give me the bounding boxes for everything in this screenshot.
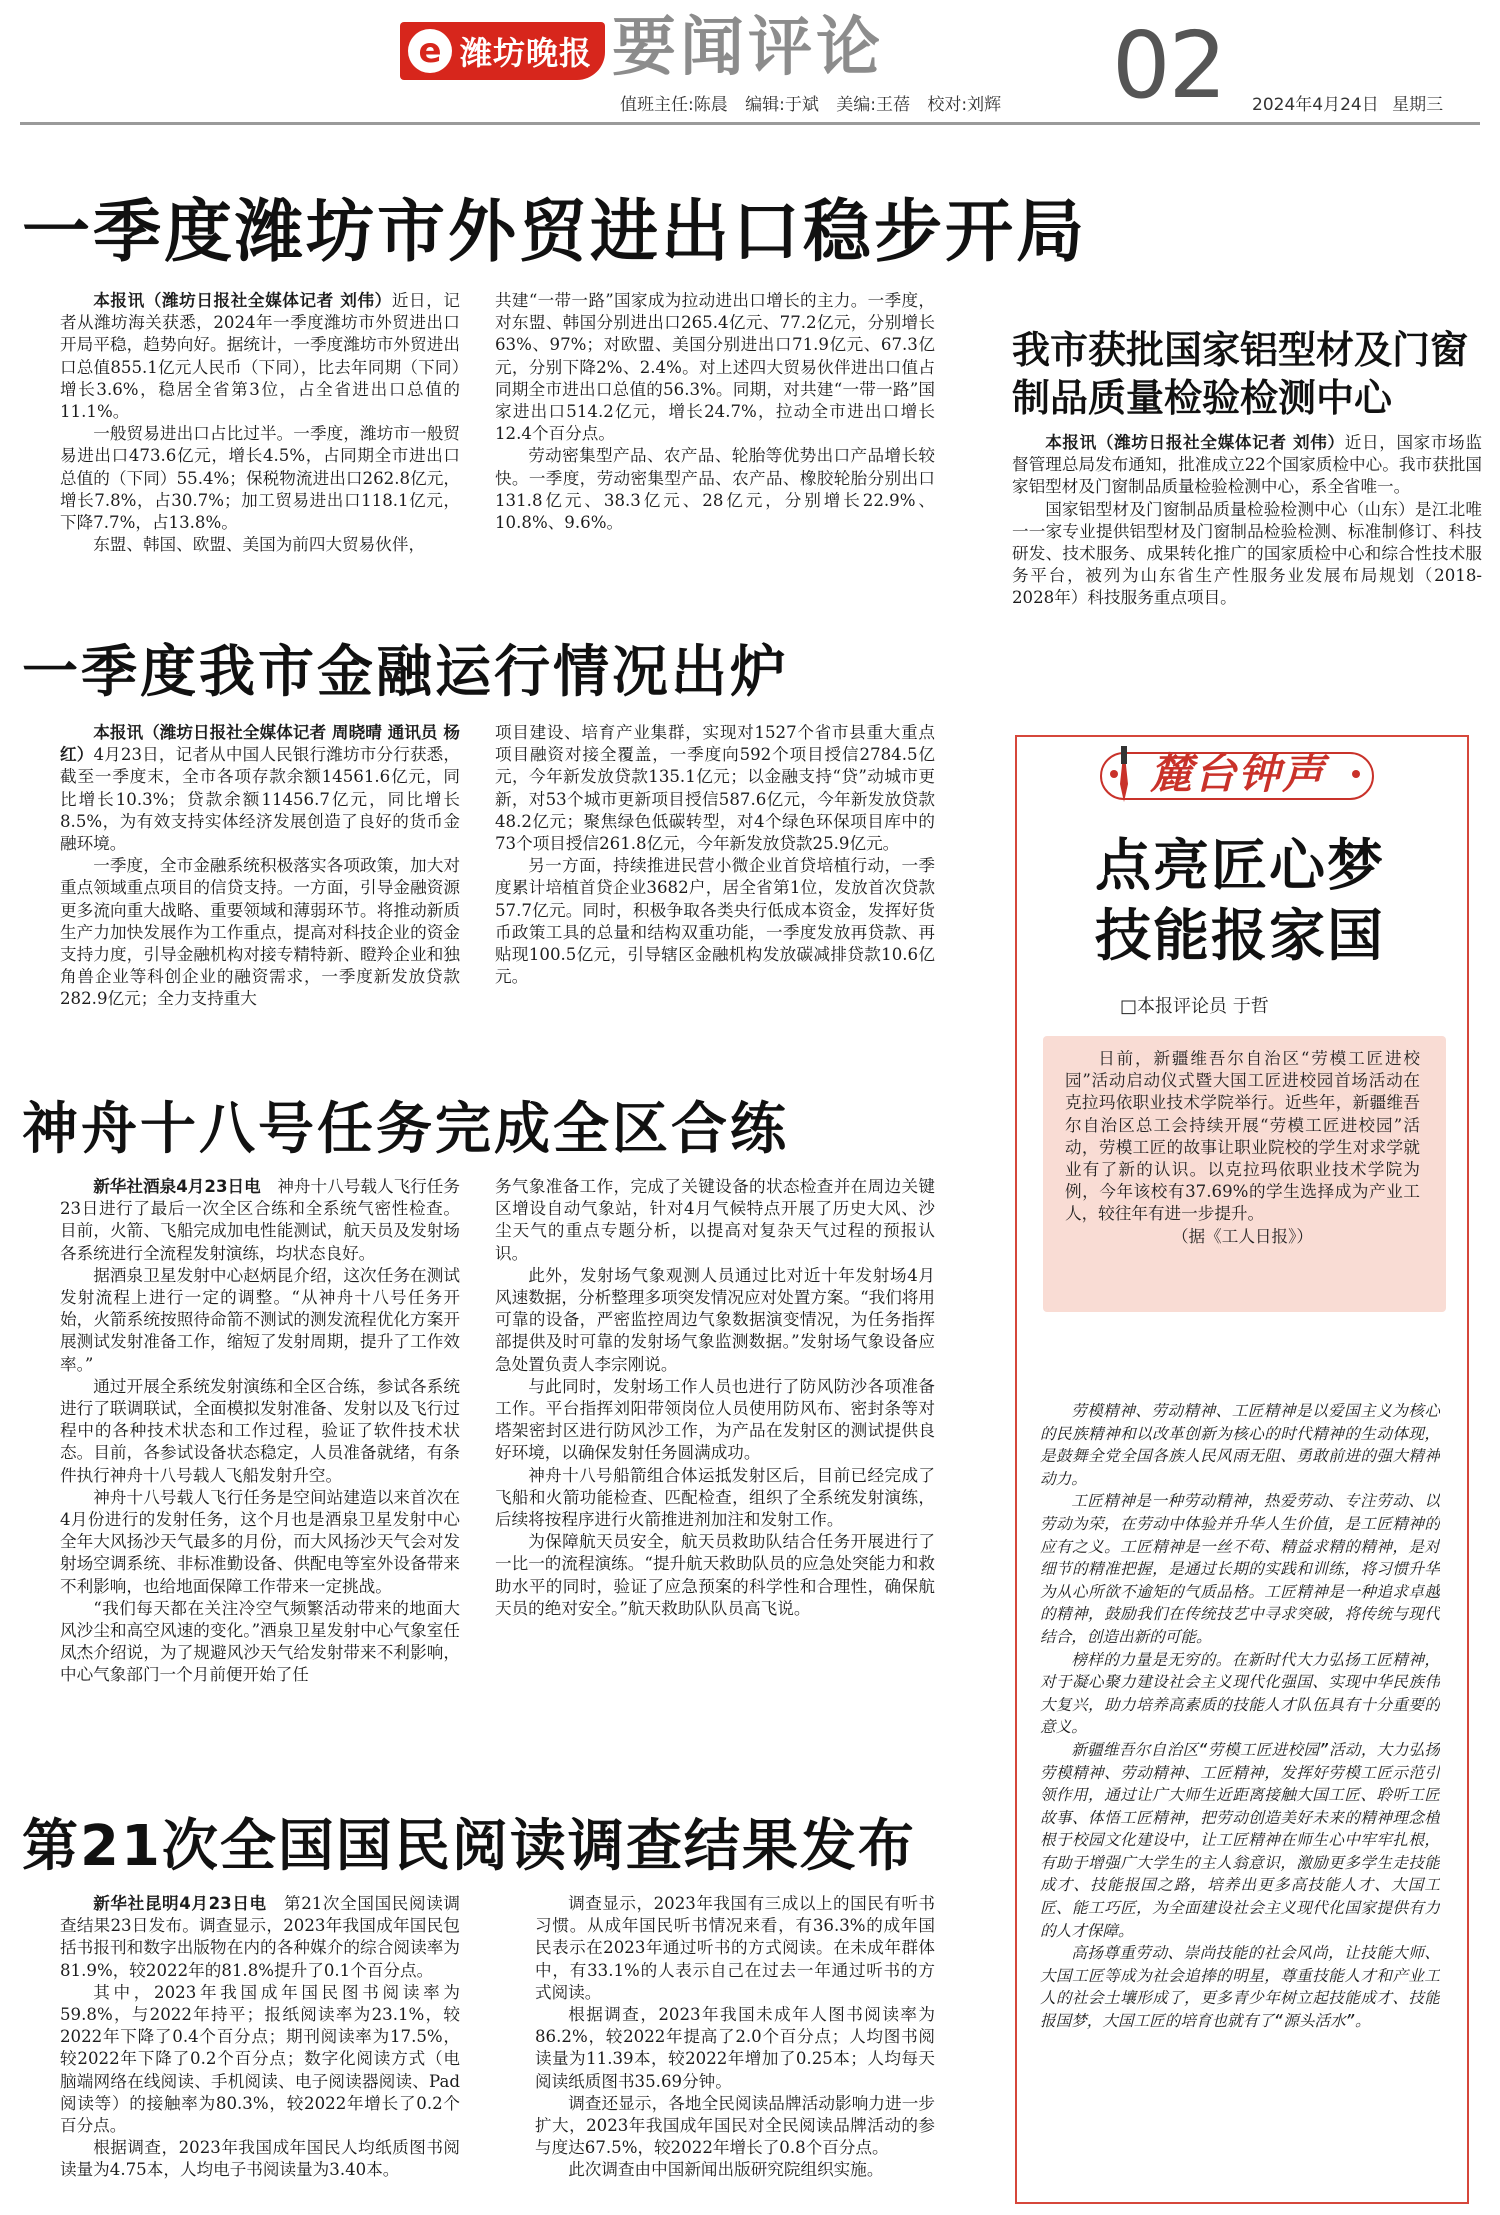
paragraph: 新疆维吾尔自治区“劳模工匠进校园”活动，大力弘扬劳模精神、劳动精神、工匠精神，发挥好劳模工匠示范引领作用，通过让广大师生近距离接触大国工匠、聆听工匠故事、体悟工匠精神，把劳动创造美好未来的精神理念植根于校园文化建设中，让工匠精神在师生心中牢牢扎根，有助于增强广大学生的主人翁意识，激励更多学生走技能成才、技能报国之路，培养出更多高技能人才、大国工匠、能工巧匠，为全面建设社会主义现代化国家提供有力的人才保障。 <box>1040 1740 1440 1940</box>
paragraph: 共建“一带一路”国家成为拉动进出口增长的主力。一季度，对东盟、韩国分别进出口265.4亿元、77.2亿元，分别增长63%、97%；对欧盟、美国分别进出口71.9亿元、67.3亿元，分别下降2%、2.4%。对上述四大贸易伙伴进出口值占同期全市进出口总值的56.3%。同期，对共建“一带一路”国家进出口514.2亿元，增长24.7%，拉动全市进出口增长12.4个百分点。 <box>495 291 935 444</box>
article-lead: 本报讯（潍坊日报社全媒体记者 刘伟） <box>93 291 392 310</box>
commentary-title-line: 技能报家国 <box>1095 904 1385 969</box>
decor-dot <box>1110 770 1118 778</box>
column-name: 麓台钟声 <box>1150 749 1327 798</box>
logo-mark: e <box>408 29 452 73</box>
article-headline: 我市获批国家铝型材及门窗制品质量检验检测中心 <box>1012 327 1469 420</box>
paragraph: 调查还显示，各地全民阅读品牌活动影响力进一步扩大，2023年我国成年国民对全民阅读品牌活动的参与度达67.5%，较2022年增长了0.8个百分点。 <box>535 2093 935 2158</box>
paragraph: 劳模精神、劳动精神、工匠精神是以爱国主义为核心的民族精神和以改革创新为核心的时代精神的生动体现，是鼓舞全党全国各族人民风雨无阻、勇敢前进的强大精神动力。 <box>1040 1402 1440 1488</box>
commentary-byline: □本报评论员 于哲 <box>1120 996 1269 1017</box>
article-lead: 本报讯（潍坊日报社全媒体记者 刘伟） <box>1045 433 1345 452</box>
article-lead: 本报讯（潍坊日报社全媒体记者 周晓晴 通讯员 杨红） <box>60 723 460 765</box>
paragraph: 榜样的力量是无穷的。在新时代大力弘扬工匠精神，对于凝心聚力建设社会主义现代化强国、实现中华民族伟大复兴，助力培养高素质的技能人才队伍具有十分重要的意义。 <box>1040 1650 1440 1737</box>
paragraph: 据酒泉卫星发射中心赵炳昆介绍，这次任务在测试发射流程上进行一定的调整。“从神舟十八号任务开始，火箭系统按照待命箭不测试的测发流程优化方案开展测试发射准备工作，缩短了发射周期，提升了工作效率。” <box>60 1265 460 1374</box>
paragraph: 另一方面，持续推进民营小微企业首贷培植行动，一季度累计培植首贷企业3682户，居全省第1位，发放首次贷款57.7亿元。同时，积极争取各类央行低成本资金，发挥好货币政策工具的总量和结构双重功能，一季度发放再贷款、再贴现100.5亿元，引导辖区金融机构发放碳减排贷款10.6亿元。 <box>495 856 935 987</box>
paragraph: 劳动密集型产品、农产品、轮胎等优势出口产品增长较快。一季度，劳动密集型产品、农产品、橡胶轮胎分别出口131.8亿元、38.3亿元、28亿元，分别增长22.9%、10.8%、9.6%。 <box>495 446 935 533</box>
quote-source: （据《工人日报》） <box>1171 1226 1314 1246</box>
paragraph: 根据调查，2023年我国未成年人图书阅读率为86.2%，较2022年提高了2.0个百分点；人均图书阅读量为11.39本，较2022年增加了0.25本；人均每天阅读纸质图书35.69分钟。 <box>535 2005 935 2091</box>
paragraph: 项目建设、培育产业集群，实现对1527个省市县重大重点项目融资对接全覆盖，一季度向592个项目授信2784.5亿元，今年新发放贷款135.1亿元；以金融支持“贷”动城市更新，对53个城市更新项目授信587.6亿元，今年新发放贷款48.2亿元；聚焦绿色低碳转型，对4个绿色环保项目库中的73个项目授信261.8亿元，今年新发放贷款25.9亿元。 <box>495 723 935 854</box>
article-column <box>60 1176 460 1766</box>
article-column <box>495 290 935 590</box>
paragraph: 神舟十八号载人飞行任务23日进行了最后一次全区合练和全系统气密性检查。目前，火箭、飞船完成加电性能测试，航天员及发射场各系统进行全流程发射演练，均状态良好。 <box>60 1177 460 1263</box>
paragraph: 务气象准备工作，完成了关键设备的状态检查并在周边关键区增设自动气象站，针对4月气候特点开展了历史大风、沙尘天气的重点专题分析，以提高对复杂天气过程的预报认识。 <box>495 1177 935 1263</box>
column-logo <box>1100 744 1380 804</box>
article-column <box>60 1893 460 2203</box>
paragraph: 国家铝型材及门窗制品质量检验检测中心（山东）是江北唯一一家专业提供铝型材及门窗制品检验检测、标准制修订、科技研发、技术服务、成果转化推广的国家质检中心和综合性技术服务平台，被列为山东省生产性服务业发展布局规划（2018-2028年）科技服务重点项目。 <box>1012 499 1482 608</box>
commentary-body <box>1040 1400 1440 2190</box>
paragraph: 此外，发射场气象观测人员通过比对近十年发射场4月风速数据，分析整理多项突发情况应对处置方案。“我们将用可靠的设备，严密监控周边气象数据演变情况，为任务指挥部提供及时可靠的发射场气象监测数据。”发射场气象设备应急处置负责人李宗刚说。 <box>495 1265 935 1374</box>
decor-dot <box>1352 770 1360 778</box>
paragraph: 其中，2023年我国成年国民图书阅读率为59.8%，与2022年持平；报纸阅读率为23.1%，较2022年下降了0.4个百分点；期刊阅读率为17.5%，较2022年下降了0.2个百分点；数字化阅读方式（电脑端网络在线阅读、手机阅读、电子阅读器阅读、Pad阅读等）的接触率为80.3%，较2022年增长了0.2个百分点。 <box>60 1982 460 2136</box>
paragraph: 4月23日，记者从中国人民银行潍坊市分行获悉，截至一季度末，全市各项存款余额14561.6亿元，同比增长10.3%；贷款余额11456.7亿元，同比增长8.5%，为有效支持实体经济发展创造了良好的货币金融环境。 <box>60 745 460 854</box>
commentary-title-line: 点亮匠心梦 <box>1095 834 1385 899</box>
paragraph: 工匠精神是一种劳动精神，热爱劳动、专注劳动、以劳动为荣，在劳动中体验并升华人生价值，是工匠精神的应有之义。工匠精神是一丝不苟、精益求精的精神，是对细节的精准把握，是通过长期的实践和训练，将习惯升华为从心所欲不逾矩的气质品格。工匠精神是一种追求卓越的精神，鼓励我们在传统技艺中寻求突破，将传统与现代结合，创造出新的可能。 <box>1040 1492 1440 1646</box>
logo-text: 潍坊晚报 <box>460 34 593 72</box>
issue-date: 2024年4月24日 星期三 <box>1252 95 1444 115</box>
article-column <box>495 722 935 1042</box>
paragraph: 一般贸易进出口占比过半。一季度，潍坊市一般贸易进出口473.6亿元，增长4.5%，占同期全市进出口总值的（下同）55.4%；保税物流进出口262.8亿元，增长7.8%，占30.7%；加工贸易进出口118.1亿元，下降7.7%，占13.8%。 <box>60 424 460 533</box>
header-rule <box>20 122 1480 125</box>
paragraph: 通过开展全系统发射演练和全区合练，参试各系统进行了联调联试，全面模拟发射准备、发射以及飞行过程中的各种技术状态和工作过程，验证了软件技术状态。目前，各参试设备状态稳定，人员准备就绪，有条件执行神舟十八号载人飞船发射升空。 <box>60 1376 460 1485</box>
article-column <box>1012 432 1482 682</box>
paragraph: 此次调查由中国新闻出版研究院组织实施。 <box>568 2160 884 2180</box>
article-headline: 神舟十八号任务完成全区合练 <box>22 1097 789 1162</box>
article-headline: 第21次全国国民阅读调查结果发布 <box>22 1814 916 1879</box>
article-lead: 新华社酒泉4月23日电 <box>93 1177 261 1196</box>
paragraph: 一季度，全市金融系统积极落实各项政策，加大对重点领域重点项目的信贷支持。一方面，引导金融资源更多流向重大战略、重要领域和薄弱环节。将推动新质生产力加快发展作为工作重点，提高对科技企业的资金支持力度，引导金融机构对接专精特新、瞪羚企业和独角兽企业等科创企业的融资需求，一季度新发放贷款282.9亿元；全力支持重大 <box>60 856 460 1009</box>
article-column <box>495 1176 935 1766</box>
paragraph: 调查显示，2023年我国有三成以上的国民有听书习惯。从成年国民听书情况来看，有36.3%的成年国民表示在2023年通过听书的方式阅读。在未成年群体中，有33.1%的人表示自己在过去一年通过听书的方式阅读。 <box>535 1894 935 2002</box>
quote-text: 日前，新疆维吾尔自治区“劳模工匠进校园”活动启动仪式暨大国工匠进校园首场活动在克拉玛依职业技术学院举行。近些年，新疆维吾尔自治区总工会持续开展“劳模工匠进校园”活动，劳模工匠的故事让职业院校的学生对求学就业有了新的认识。以克拉玛依职业技术学院为例，今年该校有37.69%的学生选择成为产业工人，较往年有进一步提升。 <box>1065 1049 1420 1224</box>
paragraph: 近日，国家市场监督管理总局发布通知，批准成立22个国家质检中心。我市获批国家铝型材及门窗制品质量检验检测中心，系全省唯一。 <box>1012 433 1482 497</box>
page-number: 02 <box>1112 12 1226 119</box>
paragraph: 东盟、韩国、欧盟、美国为前四大贸易伙伴， <box>93 535 426 555</box>
paragraph: 根据调查，2023年我国成年国民人均纸质图书阅读量为4.75本，人均电子书阅读量为3.40本。 <box>60 2138 460 2180</box>
newspaper-logo <box>400 22 605 80</box>
quote-box <box>1043 1036 1446 1312</box>
paragraph: 与此同时，发射场工作人员也进行了防风防沙各项准备工作。平台指挥刘阳带领岗位人员使用防风布、密封条等对塔架密封区进行防风沙工作，为产品在发射区的测试提供良好环境，以确保发射任务圆满成功。 <box>495 1376 935 1463</box>
editor-credits: 值班主任:陈晨 编辑:于斌 美编:王蓓 校对:刘辉 <box>620 95 1002 115</box>
paragraph: “我们每天都在关注冷空气频繁活动带来的地面大风沙尘和高空风速的变化。”酒泉卫星发射中心气象室任凤杰介绍说，为了规避风沙天气给发射带来不利影响，中心气象部门一个月前便开始了任 <box>60 1598 460 1685</box>
paragraph: 神舟十八号船箭组合体运抵发射区后，目前已经完成了飞船和火箭功能检查、匹配检查，组织了全系统发射演练，后续将按程序进行火箭推进剂加注和发射工作。 <box>495 1465 935 1530</box>
article-column <box>535 1893 935 2203</box>
article-headline: 一季度我市金融运行情况出炉 <box>22 640 789 705</box>
article-column <box>60 290 460 560</box>
article-column <box>60 722 460 1042</box>
article-headline: 一季度潍坊市外贸进出口稳步开局 <box>22 193 1088 272</box>
paragraph: 高扬尊重劳动、崇尚技能的社会风尚，让技能大师、大国工匠等成为社会追捧的明星，尊重技能人才和产业工人的社会土壤形成了，更多青少年树立起技能成才、技能报国梦，大国工匠的培育也就有了“源头活水”。 <box>1040 1944 1440 2031</box>
paragraph: 神舟十八号载人飞行任务是空间站建造以来首次在4月份进行的发射任务，这个月也是酒泉卫星发射中心全年大风扬沙天气最多的月份，而大风扬沙天气会对发射场空调系统、非标准勤设备、供配电等室外设备带来不利影响，也给地面保障工作带来一定挑战。 <box>60 1487 460 1596</box>
article-lead: 新华社昆明4月23日电 <box>93 1894 267 1913</box>
section-title: 要闻评论 <box>612 11 884 85</box>
paragraph: 为保障航天员安全，航天员救助队结合任务开展进行了一比一的流程演练。“提升航天救助队员的应急处突能力和救助水平的同时，验证了应急预案的科学性和合理性，确保航天员的绝对安全。”航天救助队队员高飞说。 <box>495 1532 935 1618</box>
commentary-title <box>1015 832 1465 972</box>
paragraph: 第21次全国国民阅读调查结果23日发布。调查显示，2023年我国成年国民包括书报刊和数字出版物在内的各种媒介的综合阅读率为81.9%，较2022年的81.8%提升了0.1个百分点。 <box>60 1894 460 1980</box>
paragraph: 近日，记者从潍坊海关获悉，2024年一季度潍坊市外贸进出口开局平稳，趋势向好。据统计，一季度潍坊市外贸进出口总值855.1亿元人民币（下同），比去年同期（下同）增长3.6%，稳居全省第3位，占全省进出口总值的11.1%。 <box>60 291 460 422</box>
